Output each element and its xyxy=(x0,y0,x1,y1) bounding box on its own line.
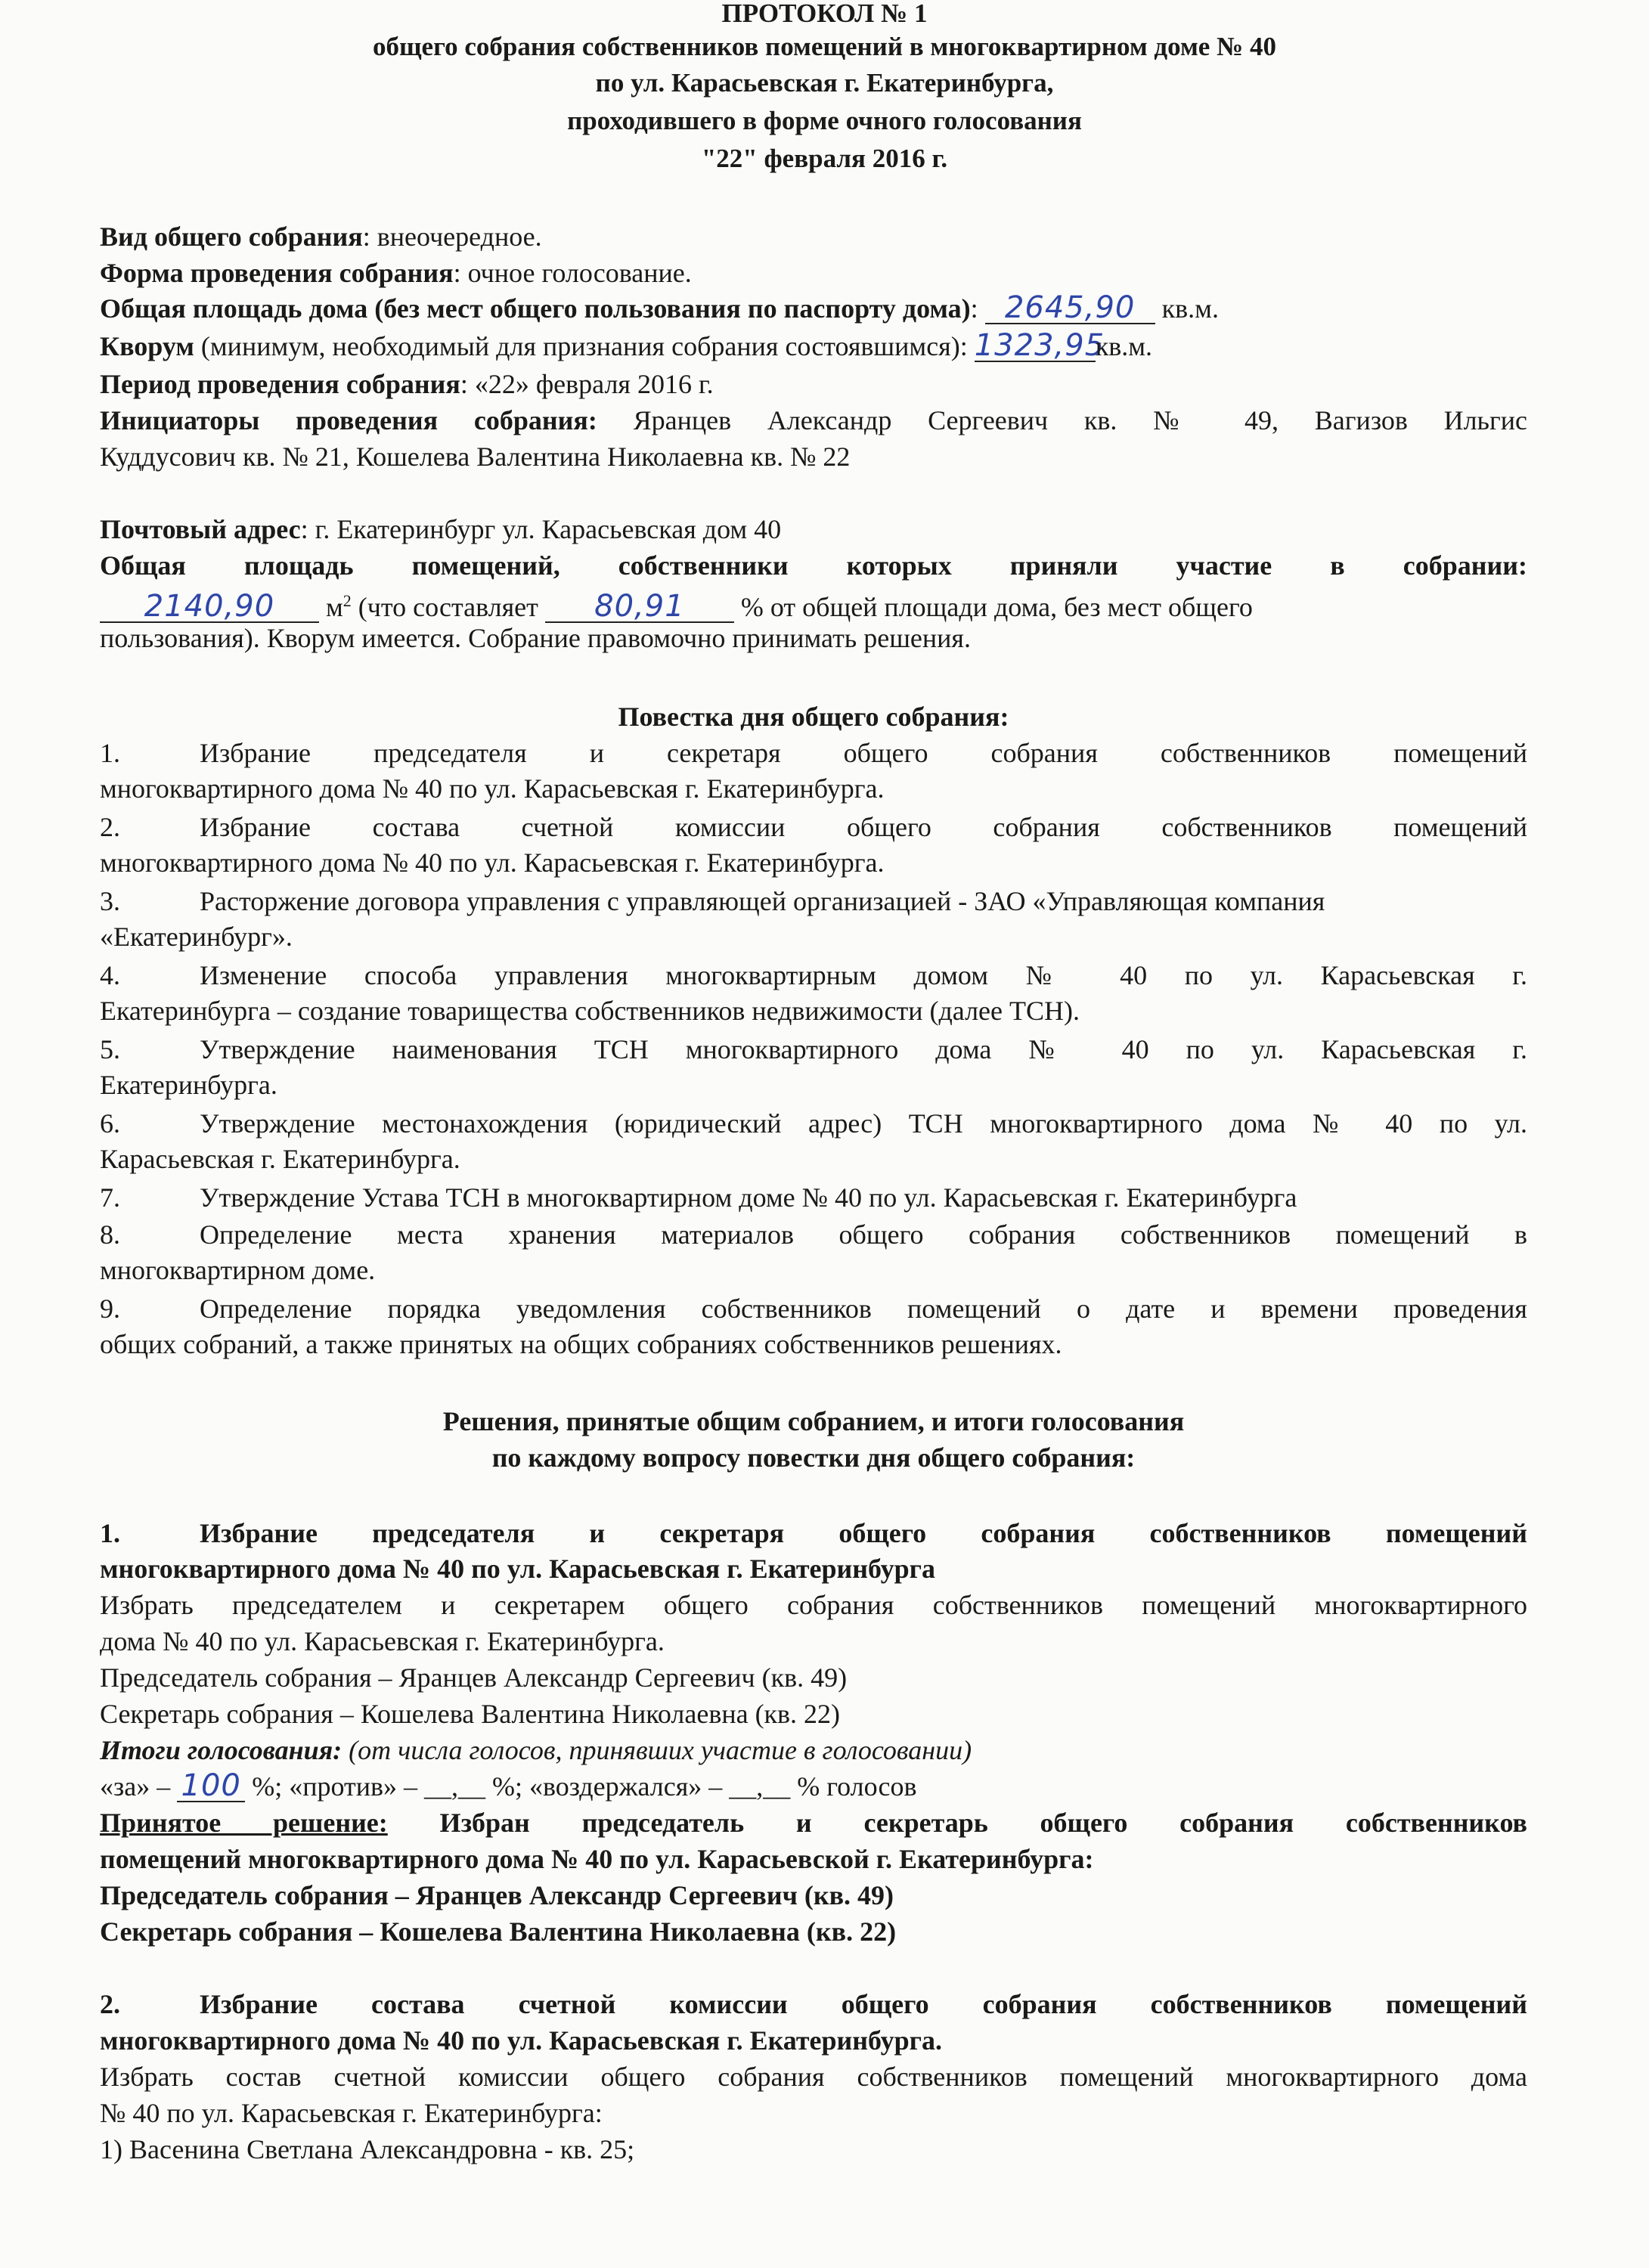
q2-member-1: 1) Васенина Светлана Александровна - кв. 25; xyxy=(100,2134,635,2164)
q1-decision-text: Избран председатель и секретарь общего собрания собственников xyxy=(387,1808,1527,1838)
q1-vote-for-label: «за» – xyxy=(100,1771,178,1802)
quorum xyxy=(100,329,1527,364)
protocol-subtitle-2: по ул. Карасьевская г. Екатеринбурга, xyxy=(595,68,1054,98)
q2-text-line1: Избрать состав счетной комиссии общего собрания собственников помещений многоквартирного дома xyxy=(100,2062,1527,2092)
agenda-item xyxy=(100,958,1527,1029)
protocol-date: "22" февраля 2016 г. xyxy=(701,144,948,173)
agenda-item xyxy=(100,884,1527,955)
agenda-item-number: 8. xyxy=(100,1219,120,1250)
agenda-item-number: 7. xyxy=(100,1182,120,1213)
percent-handwritten: 80,91 xyxy=(545,591,734,623)
agenda-item-text: Карасьевская г. Екатеринбурга. xyxy=(100,1144,460,1174)
q1-decision-secretary: Секретарь собрания – Кошелева Валентина Николаевна (кв. 22) xyxy=(100,1916,897,1947)
q1-vote-for-handwritten: 100 xyxy=(177,1771,245,1802)
agenda-item xyxy=(100,810,1527,881)
q1-results-label: Итоги голосования: xyxy=(100,1735,343,1765)
q1-text-line1: Избрать председателем и секретарем общего собрания собственников помещений многоквартирного xyxy=(100,1590,1527,1620)
meeting-period-label: Период проведения собрания xyxy=(100,369,460,399)
q1-heading-line2: многоквартирного дома № 40 по ул. Карасьевская г. Екатеринбурга xyxy=(100,1554,936,1584)
q1-decision-label: Принятое решение: xyxy=(100,1808,388,1838)
meeting-type xyxy=(100,219,1527,255)
q2-text-line2: № 40 по ул. Карасьевская г. Екатеринбурга: xyxy=(100,2098,603,2128)
quorum-unit: кв.м. xyxy=(1095,331,1153,361)
initiators-text-1: Яранцев Александр Сергеевич кв. № 49, Вагизов Ильгис xyxy=(597,405,1527,435)
decisions-title-2: по каждому вопросу повестки дня общего собрания: xyxy=(491,1442,1136,1473)
agenda-item-number: 2. xyxy=(100,812,120,842)
agenda-item xyxy=(100,1217,1527,1288)
q2-heading-text: Избрание состава счетной комиссии общего собрания собственников помещений xyxy=(200,1989,1527,2019)
q1-results-note: (от числа голосов, принявших участие в голосовании) xyxy=(342,1735,972,1765)
agenda-item-text: Избрание состава счетной комиссии общего собрания собственников помещений xyxy=(200,812,1527,842)
meeting-form xyxy=(100,256,1527,291)
agenda-item-text: Расторжение договора управления с управляющей организацией - ЗАО «Управляющая компания xyxy=(200,886,1325,916)
agenda-item-number: 4. xyxy=(100,960,120,990)
q1-vote-line xyxy=(100,1769,1527,1805)
meeting-period-value: : «22» февраля 2016 г. xyxy=(460,369,714,399)
agenda-item-text: Утверждение наименования ТСН многоквартирного дома № 40 по ул. Карасьевская г. xyxy=(200,1034,1527,1064)
participants-area-heading xyxy=(100,548,1527,584)
agenda-item xyxy=(100,1106,1527,1177)
agenda-item-text: многоквартирном доме. xyxy=(100,1255,376,1285)
quorum-handwritten: 1323,95 xyxy=(974,328,1105,363)
participants-area-line xyxy=(100,583,1527,625)
agenda-title: Повестка дня общего собрания: xyxy=(618,702,1009,732)
decisions-title-1: Решения, принятые общим собранием, и итоги голосования xyxy=(442,1406,1185,1436)
agenda-item xyxy=(100,736,1527,807)
postal-address xyxy=(100,512,1527,547)
initiators-label: Инициаторы проведения собрания: xyxy=(100,405,597,435)
total-area: Общая площадь дома (без мест общего пользования по паспорту дома): 2645,90 кв.м. xyxy=(100,290,1219,325)
q2-heading-line2: многоквартирного дома № 40 по ул. Карасьевская г. Екатеринбурга. xyxy=(100,2025,943,2056)
q1-results xyxy=(100,1733,1527,1768)
agenda-item-text: Екатеринбурга – создание товарищества собственников недвижимости (далее ТСН). xyxy=(100,996,1080,1026)
q1-heading-line1 xyxy=(100,1516,1527,1551)
protocol-subtitle-1: общего собрания собственников помещений в многоквартирном доме № 40 xyxy=(372,32,1276,61)
agenda-item-text: многоквартирного дома № 40 по ул. Карасьевская г. Екатеринбурга. xyxy=(100,773,885,804)
agenda-item-text: Утверждение местонахождения (юридический адрес) ТСН многоквартирного дома № 40 по ул. xyxy=(200,1108,1527,1139)
q1-number: 1. xyxy=(100,1518,120,1548)
quorum-text: (минимум, необходимый для признания собрания состоявшимся): xyxy=(194,331,975,361)
meeting-type-value: : внеочередное. xyxy=(362,222,542,252)
initiators-line2: Куддусович кв. № 21, Кошелева Валентина Николаевна кв. № 22 xyxy=(100,442,851,472)
initiators-line1 xyxy=(100,403,1527,438)
agenda-item-text: Екатеринбурга. xyxy=(100,1070,277,1100)
total-area-handwritten: 2645,90 xyxy=(985,293,1155,324)
q1-text-line2: дома № 40 по ул. Карасьевская г. Екатеринбурга. xyxy=(100,1626,665,1656)
q2-heading-line1 xyxy=(100,1987,1527,2022)
agenda-item-text: Определение порядка уведомления собственников помещений о дате и времени проведения xyxy=(200,1294,1527,1324)
agenda-item-text: «Екатеринбург». xyxy=(100,922,293,952)
q1-decision-chair: Председатель собрания – Яранцев Александр Сергеевич (кв. 49) xyxy=(100,1880,894,1910)
q1-secretary: Секретарь собрания – Кошелева Валентина Николаевна (кв. 22) xyxy=(100,1699,841,1729)
agenda-item-text: общих собраний, а также принятых на общих собраниях собственников решениях. xyxy=(100,1329,1062,1359)
total-area-label: Общая площадь дома (без мест общего пользования по паспорту дома) xyxy=(100,293,971,324)
quorum-label: Кворум xyxy=(100,331,194,361)
agenda-item-number: 6. xyxy=(100,1108,120,1139)
q1-decision-line1 xyxy=(100,1805,1527,1841)
postal-address-label: Почтовый адрес xyxy=(100,514,301,544)
q1-heading-text: Избрание председателя и секретаря общего собрания собственников помещений xyxy=(200,1518,1527,1548)
agenda-item-text: Определение места хранения материалов общего собрания собственников помещений в xyxy=(200,1219,1527,1250)
agenda-item-number: 1. xyxy=(100,738,120,768)
agenda-item-number: 3. xyxy=(100,886,120,916)
participants-text-1: (что составляет xyxy=(351,592,545,622)
total-area-unit: кв.м. xyxy=(1161,293,1219,324)
q1-chair: Председатель собрания – Яранцев Александр Сергеевич (кв. 49) xyxy=(100,1662,848,1693)
postal-address-value: : г. Екатеринбург ул. Карасьевская дом 40 xyxy=(300,514,782,544)
protocol-title: ПРОТОКОЛ № 1 xyxy=(721,0,928,28)
agenda-item xyxy=(100,1291,1527,1362)
agenda-item-text: многоквартирного дома № 40 по ул. Карасьевская г. Екатеринбурга. xyxy=(100,847,885,878)
agenda-item-text: Изменение способа управления многоквартирным домом № 40 по ул. Карасьевская г. xyxy=(200,960,1527,990)
participants-text-2: % от общей площади дома, без мест общего xyxy=(733,592,1253,622)
q1-decision-line2: помещений многоквартирного дома № 40 по ул. Карасьевской г. Екатеринбурга: xyxy=(100,1844,1094,1874)
participants-area-unit: м xyxy=(319,592,343,622)
agenda-item-text: Избрание председателя и секретаря общего собрания собственников помещений xyxy=(200,738,1527,768)
participants-area-line3: пользования). Кворум имеется. Собрание правомочно принимать решения. xyxy=(100,623,971,653)
agenda-item-text: Утверждение Устава ТСН в многоквартирном доме № 40 по ул. Карасьевская г. Екатеринбурга xyxy=(200,1182,1297,1213)
agenda-item-number: 5. xyxy=(100,1034,120,1064)
agenda-item xyxy=(100,1180,1527,1216)
participants-area-handwritten: 2140,90 xyxy=(100,591,319,623)
agenda-list xyxy=(100,736,1527,1362)
agenda-item-number: 9. xyxy=(100,1294,120,1324)
participants-area-label: Общая площадь помещений, собственники которых приняли участие в собрании: xyxy=(100,550,1527,581)
agenda-item xyxy=(100,1032,1527,1103)
meeting-form-value: : очное голосование. xyxy=(453,258,692,288)
meeting-period xyxy=(100,367,1527,402)
q1-vote-rest: %; «против» – __,__ %; «воздержался» – __,__ % голосов xyxy=(245,1771,917,1802)
meeting-form-label: Форма проведения собрания xyxy=(100,258,454,288)
q2-number: 2. xyxy=(100,1989,120,2019)
meeting-type-label: Вид общего собрания xyxy=(100,222,363,252)
protocol-subtitle-3: проходившего в форме очного голосования xyxy=(567,106,1082,135)
participants-area-unit-sup: 2 xyxy=(343,591,352,610)
